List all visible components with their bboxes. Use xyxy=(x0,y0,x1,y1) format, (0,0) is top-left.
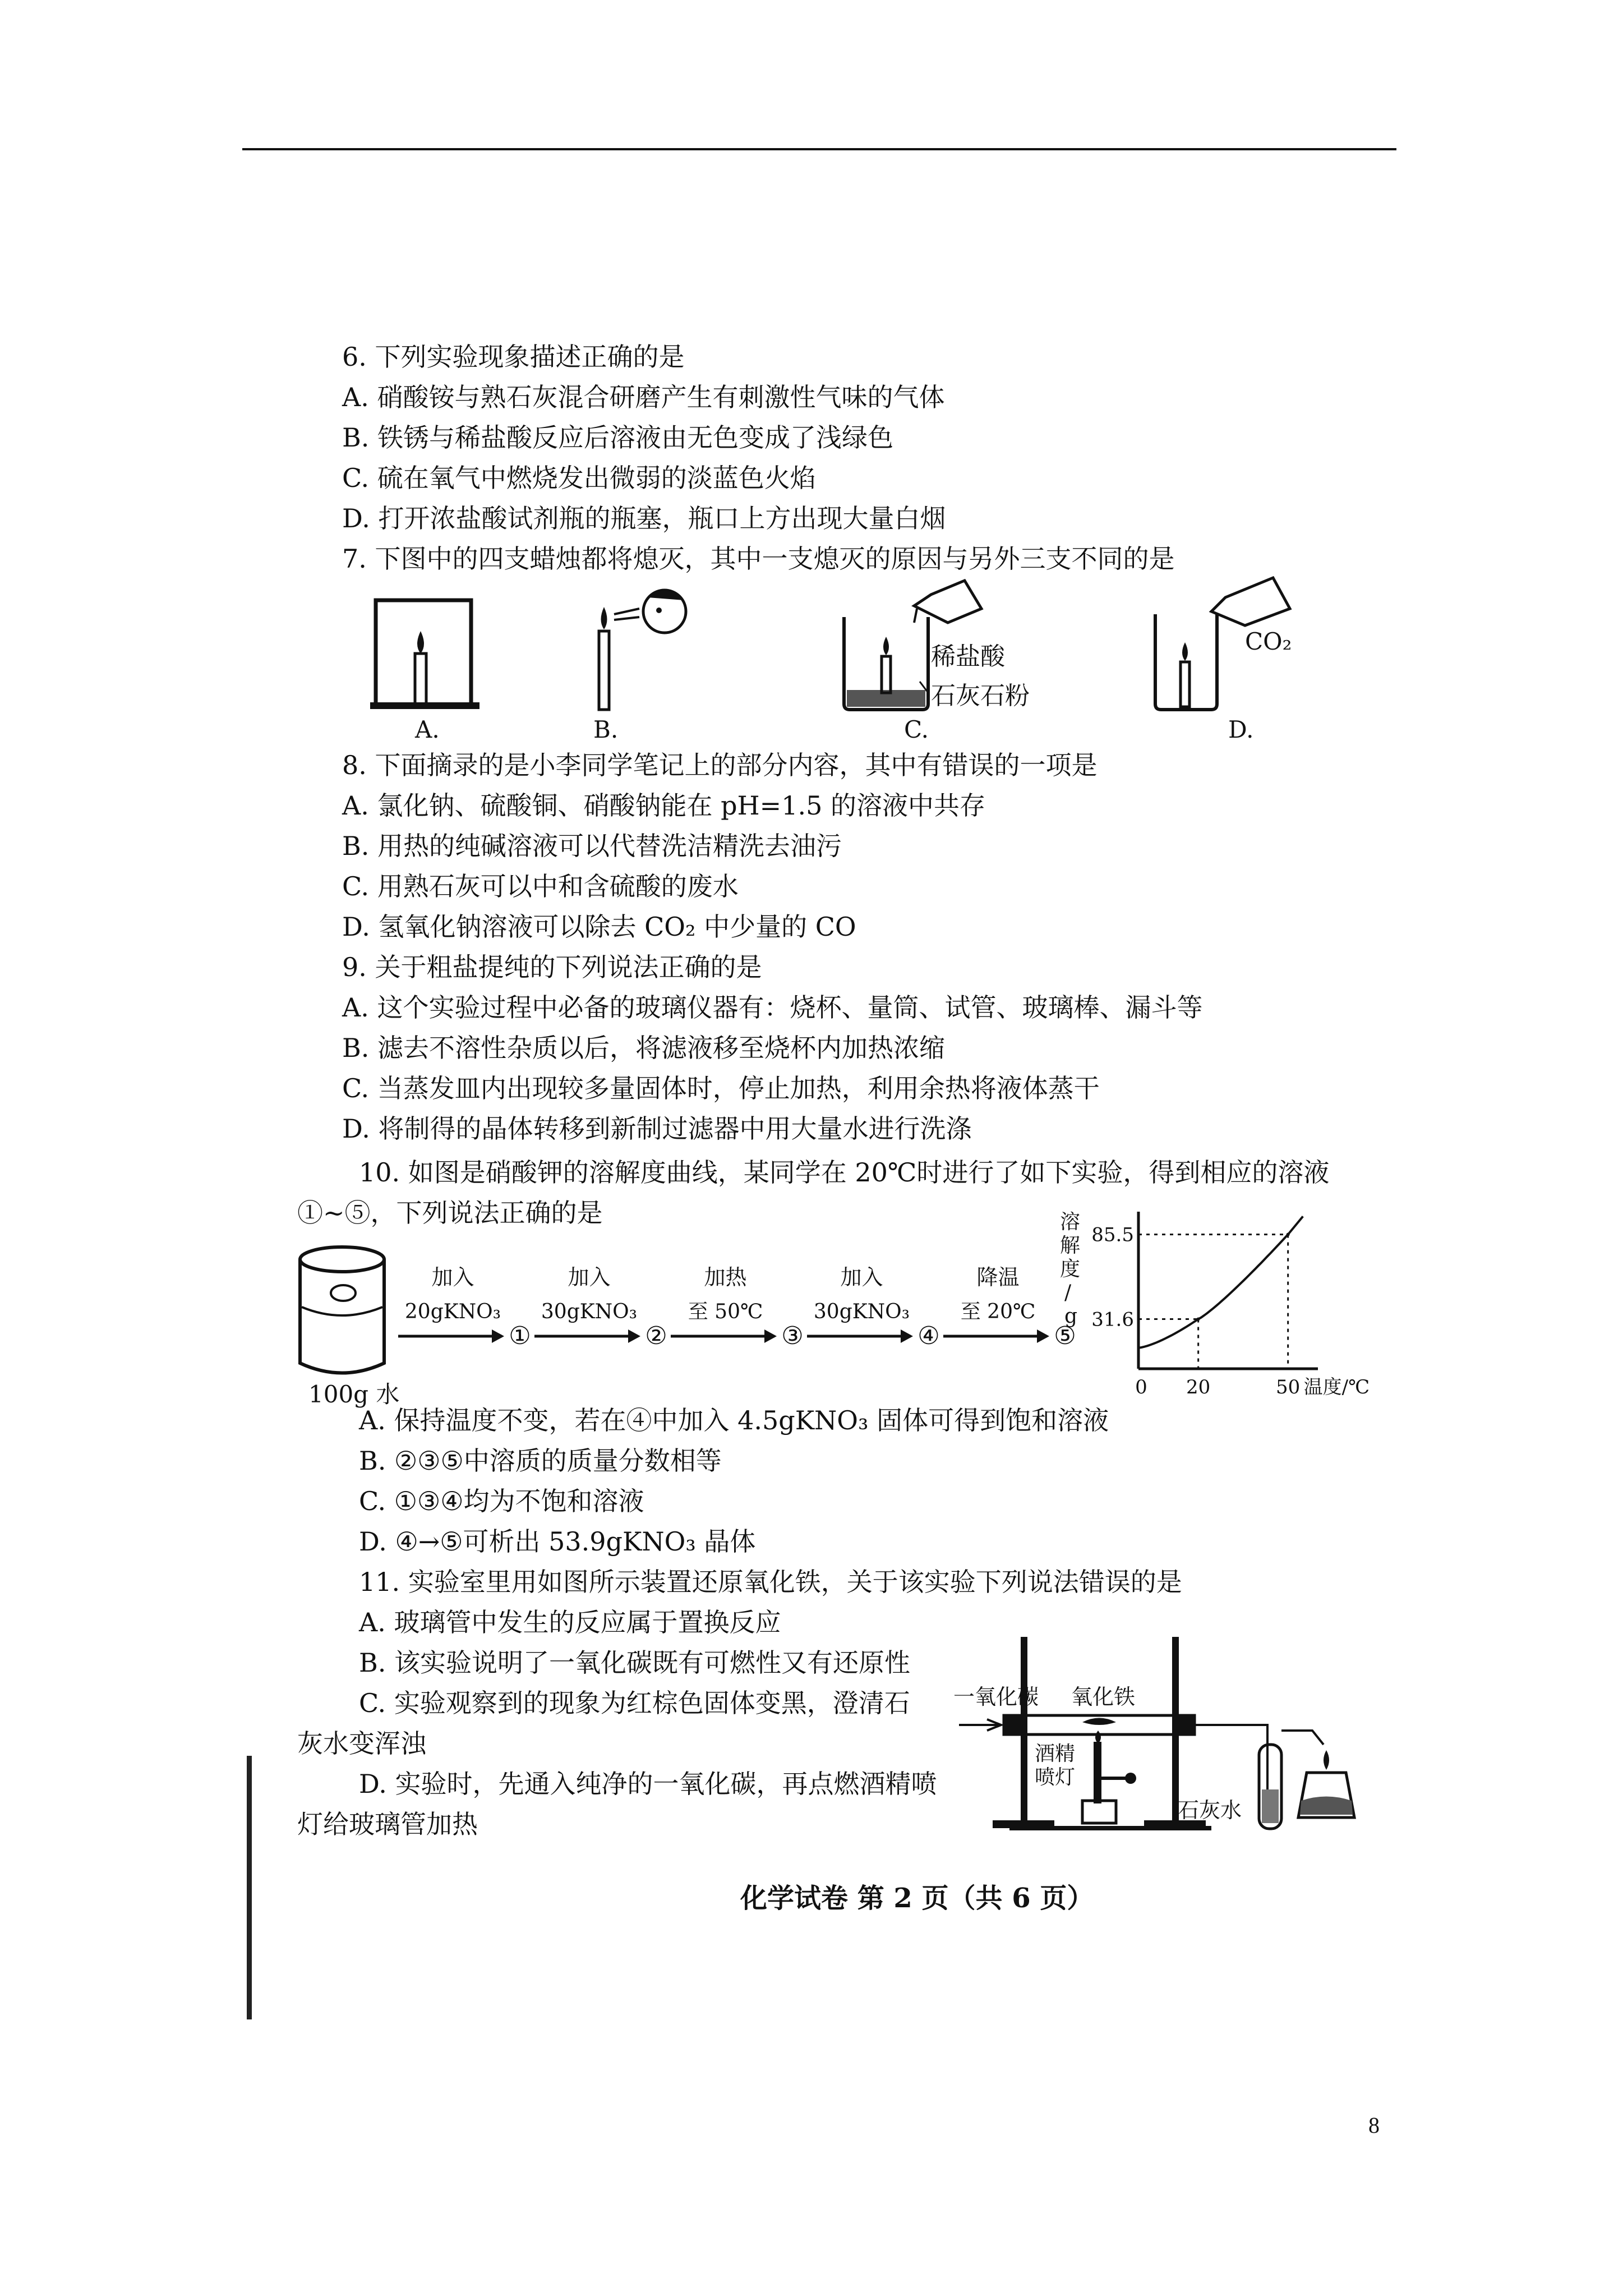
chart-series-line xyxy=(1138,1216,1303,1347)
q10-option-b: B. ②③⑤中溶质的质量分数相等 xyxy=(359,1446,722,1476)
chart-xtick-0: 0 xyxy=(1135,1376,1147,1398)
q9-stem: 9. 关于粗盐提纯的下列说法正确的是 xyxy=(342,952,762,982)
q11-option-a: A. 玻璃管中发生的反应属于置换反应 xyxy=(359,1607,781,1637)
q8-option-a: A. 氯化钠、硫酸铜、硝酸钠能在 pH=1.5 的溶液中共存 xyxy=(342,790,985,821)
fig-label-limewater: 石灰水 xyxy=(1178,1798,1242,1823)
fig-label-lamp-2: 喷灯 xyxy=(1035,1766,1076,1789)
q9-option-a: A. 这个实验过程中必备的玻璃仪器有：烧杯、量筒、试管、玻璃棒、漏斗等 xyxy=(342,992,1203,1023)
q6-option-a: A. 硝酸铵与熟石灰混合研磨产生有刺激性气味的气体 xyxy=(342,382,945,412)
q10-water-label: 100g 水 xyxy=(308,1381,400,1408)
q10-step-result-2: ② xyxy=(645,1322,667,1350)
q10-step-top-5: 降温 xyxy=(976,1265,1020,1290)
q6-option-b: B. 铁锈与稀盐酸反应后溶液由无色变成了浅绿色 xyxy=(342,422,894,453)
chart-ylabel-3: 度 xyxy=(1060,1258,1081,1281)
q10-stem-line2: ①~⑤，下列说法正确的是 xyxy=(297,1198,603,1228)
chart-xtick-50: 50 xyxy=(1276,1376,1301,1398)
q8-option-b: B. 用热的纯碱溶液可以代替洗洁精洗去油污 xyxy=(342,831,842,861)
q6-stem: 6. 下列实验现象描述正确的是 xyxy=(342,342,685,372)
chart-ylabel-5: g xyxy=(1064,1305,1078,1328)
q10-step-result-5: ⑤ xyxy=(1054,1322,1076,1350)
q10-step-top-3: 加热 xyxy=(704,1265,747,1290)
candle-d-figure xyxy=(1155,578,1292,743)
q7-label-b: B. xyxy=(593,716,619,743)
q10-option-c: C. ①③④均为不饱和溶液 xyxy=(359,1486,644,1516)
q11-apparatus-figure xyxy=(953,1632,1357,1857)
q10-step-bottom-5: 至 20℃ xyxy=(960,1300,1036,1323)
q9-option-d: D. 将制得的晶体转移到新制过滤器中用大量水进行洗涤 xyxy=(342,1114,972,1144)
q7-c-solid: 石灰石粉 xyxy=(931,682,1030,710)
q10-step-arrowhead-4 xyxy=(901,1329,913,1343)
q7-c-reagent: 稀盐酸 xyxy=(931,642,1005,671)
q7-label-a: A. xyxy=(415,716,440,743)
q8-stem: 8. 下面摘录的是小李同学笔记上的部分内容，其中有错误的一项是 xyxy=(342,750,1098,780)
q10-step-top-2: 加入 xyxy=(568,1265,611,1290)
q10-process-figure xyxy=(297,1234,1127,1414)
page-number: 8 xyxy=(1368,2113,1380,2138)
fig-label-fe2o3: 氧化铁 xyxy=(1071,1685,1136,1709)
q7-label-c: C. xyxy=(904,716,929,743)
q6-option-d: D. 打开浓盐酸试剂瓶的瓶塞，瓶口上方出现大量白烟 xyxy=(342,503,946,533)
q10-step-result-4: ④ xyxy=(917,1322,940,1350)
chart-ylabel-4: / xyxy=(1064,1281,1072,1304)
q11-option-d-line1: D. 实验时，先通入纯净的一氧化碳，再点燃酒精喷 xyxy=(359,1769,937,1799)
q6-option-c: C. 硫在氧气中燃烧发出微弱的淡蓝色火焰 xyxy=(342,463,816,493)
q9-option-b: B. 滤去不溶性杂质以后，将滤液移至烧杯内加热浓缩 xyxy=(342,1033,946,1063)
fig-label-co: 一氧化碳 xyxy=(953,1685,1039,1709)
q10-step-bottom-3: 至 50℃ xyxy=(688,1300,763,1323)
q10-step-arrowhead-3 xyxy=(764,1329,777,1343)
q10-step-arrowhead-1 xyxy=(492,1329,504,1343)
fig-label-lamp-1: 酒精 xyxy=(1035,1742,1076,1765)
page-footer: 化学试卷 第 2 页（共 6 页） xyxy=(740,1883,1094,1914)
chart-ytick-85.5: 85.5 xyxy=(1091,1223,1134,1246)
q11-option-c-line1: C. 实验观察到的现象为红棕色固体变黑，澄清石 xyxy=(359,1688,910,1718)
q9-option-c: C. 当蒸发皿内出现较多量固体时，停止加热，利用余热将液体蒸干 xyxy=(342,1073,1100,1103)
q10-step-result-1: ① xyxy=(509,1322,531,1350)
chart-point-2 xyxy=(1287,1233,1290,1236)
q10-step-bottom-4: 30gKNO₃ xyxy=(813,1300,910,1323)
q8-option-c: C. 用熟石灰可以中和含硫酸的废水 xyxy=(342,871,739,901)
q7-stem: 7. 下图中的四支蜡烛都将熄灭，其中一支熄灭的原因与另外三支不同的是 xyxy=(342,544,1175,574)
q7-candles-figure xyxy=(359,578,1324,746)
candle-c-figure xyxy=(844,581,1030,743)
q10-option-d: D. ④→⑤可析出 53.9gKNO₃ 晶体 xyxy=(359,1526,756,1557)
chart-point-1 xyxy=(1197,1318,1200,1321)
kno3-solubility-chart xyxy=(1049,1200,1370,1408)
q10-step-top-1: 加入 xyxy=(431,1265,474,1290)
chart-xtick-20: 20 xyxy=(1186,1376,1211,1398)
q11-option-d-line2: 灯给玻璃管加热 xyxy=(297,1809,478,1839)
scan-margin-bar xyxy=(247,1756,252,2019)
candle-b-figure xyxy=(593,590,686,743)
q11-option-b: B. 该实验说明了一氧化碳既有可燃性又有还原性 xyxy=(359,1648,911,1678)
q10-step-arrowhead-5 xyxy=(1037,1329,1049,1343)
q8-option-d: D. 氢氧化钠溶液可以除去 CO₂ 中少量的 CO xyxy=(342,912,856,942)
chart-xlabel: 温度/℃ xyxy=(1303,1376,1370,1398)
q10-stem-line1: 10. 如图是硝酸钾的溶解度曲线，某同学在 20℃时进行了如下实验，得到相应的溶液 xyxy=(359,1157,1330,1188)
chart-ylabel-1: 溶 xyxy=(1060,1211,1081,1234)
chart-ylabel-2: 解 xyxy=(1060,1234,1081,1257)
q11-stem: 11. 实验室里用如图所示装置还原氧化铁，关于该实验下列说法错误的是 xyxy=(359,1567,1182,1597)
candle-a-figure xyxy=(370,600,479,743)
chart-ytick-31.6: 31.6 xyxy=(1091,1308,1134,1331)
q7-label-d: D. xyxy=(1228,716,1254,743)
q10-step-arrowhead-2 xyxy=(628,1329,640,1343)
q7-d-gas: CO₂ xyxy=(1245,628,1292,655)
q10-option-a: A. 保持温度不变，若在④中加入 4.5gKNO₃ 固体可得到饱和溶液 xyxy=(359,1405,1109,1435)
q10-step-result-3: ③ xyxy=(781,1322,804,1350)
header-rule xyxy=(242,148,1396,150)
beaker-water-figure xyxy=(300,1247,399,1408)
q10-step-bottom-1: 20gKNO₃ xyxy=(404,1300,501,1323)
q10-step-top-4: 加入 xyxy=(840,1265,883,1290)
q11-option-c-line2: 灰水变浑浊 xyxy=(297,1728,426,1759)
q10-step-bottom-2: 30gKNO₃ xyxy=(541,1300,638,1323)
